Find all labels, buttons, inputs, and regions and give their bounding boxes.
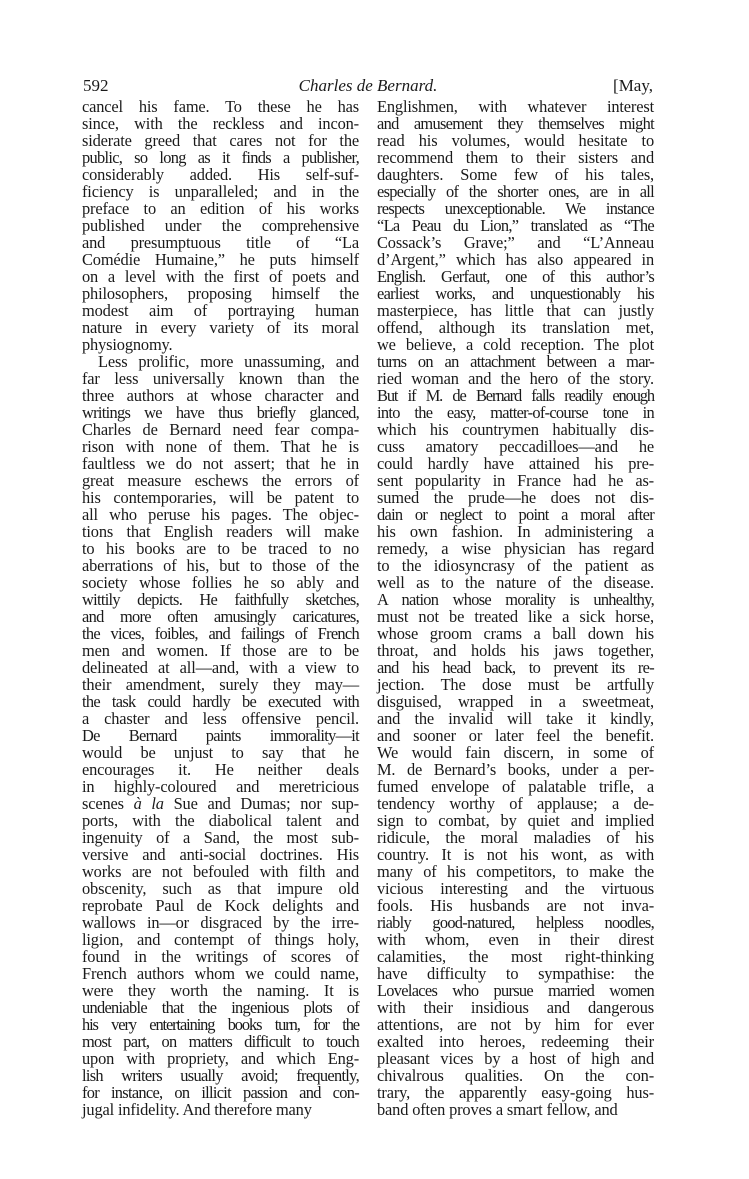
text-line: writings we have thus briefly glanced, <box>82 403 359 422</box>
text-line: have difficulty to sympathise: the <box>377 964 654 983</box>
text-line: vicious interesting and the virtuous <box>377 879 654 898</box>
text-line: their amendment, surely they may— <box>82 675 359 694</box>
text-line: we believe, a cold reception. The plot <box>377 335 654 354</box>
text-line: band often proves a smart fellow, and <box>377 1100 618 1119</box>
text-line: tendency worthy of applause; a de- <box>377 794 654 813</box>
text-line: cancel his fame. To these he has <box>82 97 359 116</box>
text-line: Comédie Humaine,” he puts himself <box>82 250 359 269</box>
text-line: many of his competitors, to make the <box>377 862 654 881</box>
text-line: public, so long as it finds a publisher, <box>82 148 359 167</box>
text-line: ridicule, the moral maladies of his <box>377 828 654 847</box>
text-line: sumed the prude—he does not dis- <box>377 488 654 507</box>
text-line: and presumptuous title of “La <box>82 233 359 252</box>
text-line: sent popularity in France had he as- <box>377 471 654 490</box>
text-line: ingenuity of a Sand, the most sub- <box>82 828 359 847</box>
text-line: for instance, on illicit passion and con- <box>82 1083 359 1102</box>
text-line: Englishmen, with whatever interest <box>377 97 654 116</box>
text-line: M. de Bernard’s books, under a per- <box>377 760 654 779</box>
text-line: riably good-natured, helpless noodles, <box>377 913 654 932</box>
text-line: English. Gerfaut, one of this author’s <box>377 267 654 286</box>
text-line: Lovelaces who pursue married women <box>377 981 654 1000</box>
text-line: scenes à la Sue and Dumas; nor sup- <box>82 794 359 813</box>
text-line: works are not befouled with filth and <box>82 862 359 881</box>
text-line: men and women. If those are to be <box>82 641 359 660</box>
text-line: turns on an attachment between a mar- <box>377 352 654 371</box>
text-line: into the easy, matter-of-course tone in <box>377 403 654 422</box>
text-line: would be unjust to say that he <box>82 743 359 762</box>
text-line: with their insidious and dangerous <box>377 998 654 1017</box>
text-line: jection. The dose must be artfully <box>377 675 654 694</box>
text-line: remedy, a wise physician has regard <box>377 539 654 558</box>
text-line: preface to an edition of his works <box>82 199 359 218</box>
text-line: upon with propriety, and which Eng- <box>82 1049 359 1068</box>
text-line: wallows in—or disgraced by the irre- <box>82 913 359 932</box>
text-line: society whose follies he so ably and <box>82 573 359 592</box>
text-line: Charles de Bernard need fear compa- <box>82 420 359 439</box>
text-line: exalted into heroes, redeeming their <box>377 1032 654 1051</box>
text-line: pleasant vices by a host of high and <box>377 1049 654 1068</box>
text-line: trary, the apparently easy-going hus- <box>377 1083 654 1102</box>
text-line: modest aim of portraying human <box>82 301 359 320</box>
text-line: since, with the reckless and incon- <box>82 114 359 133</box>
text-line: published under the comprehensive <box>82 216 359 235</box>
text-line: rison with none of them. That he is <box>82 437 359 456</box>
text-line: lish writers usually avoid; frequently, <box>82 1066 359 1085</box>
text-line: philosophers, proposing himself the <box>82 284 359 303</box>
text-line: faultless we do not assert; that he in <box>82 454 359 473</box>
text-line: far less universally known than the <box>82 369 359 388</box>
text-line: his own fashion. In administering a <box>377 522 654 541</box>
text-line: a chaster and less offensive pencil. <box>82 709 359 728</box>
text-line: his contemporaries, will be patent to <box>82 488 359 507</box>
text-line: French authors whom we could name, <box>82 964 359 983</box>
page-number: 592 <box>83 76 109 95</box>
text-line: “La Peau du Lion,” translated as “The <box>377 216 654 235</box>
text-line: with whom, even in their direst <box>377 930 654 949</box>
text-line: his very entertaining books turn, for the <box>82 1015 359 1034</box>
text-line: siderate greed that cares not for the <box>82 131 359 150</box>
text-line: throat, and holds his jaws together, <box>377 641 654 660</box>
text-line: all who peruse his pages. The objec- <box>82 505 359 524</box>
text-line: and the invalid will take it kindly, <box>377 709 654 728</box>
text-line: especially of the shorter ones, are in all <box>377 182 654 201</box>
text-line: and amusement they themselves might <box>377 114 654 133</box>
text-line: daughters. Some few of his tales, <box>377 165 654 184</box>
text-line: respects unexceptionable. We instance <box>377 199 654 218</box>
text-line: found in the writings of scores of <box>82 947 359 966</box>
running-head <box>83 74 653 98</box>
text-line: to the idiosyncrasy of the patient as <box>377 556 654 575</box>
text-line: undeniable that the ingenious plots of <box>82 998 359 1017</box>
text-line: nature in every variety of its moral <box>82 318 359 337</box>
text-column-right <box>377 98 654 1118</box>
text-line: three authors at whose character and <box>82 386 359 405</box>
text-line: tions that English readers will make <box>82 522 359 541</box>
text-line: ficiency is unparalleled; and in the <box>82 182 359 201</box>
text-line: the vices, foibles, and failings of French <box>82 624 359 643</box>
text-line: A nation whose morality is unhealthy, <box>377 590 654 609</box>
text-line: fools. His husbands are not inva- <box>377 896 654 915</box>
text-line: De Bernard paints immorality—it <box>82 726 359 745</box>
text-line: well as to the nature of the disease. <box>377 573 654 592</box>
text-line: We would fain discern, in some of <box>377 743 654 762</box>
text-line: But if M. de Bernard falls readily enough <box>377 386 654 405</box>
text-line: and more often amusingly caricatures, <box>82 607 359 626</box>
text-column-left <box>82 98 359 1118</box>
text-line: could hardly have attained his pre- <box>377 454 654 473</box>
text-line: cuss amatory peccadilloes—and he <box>377 437 654 456</box>
text-line: delineated at all—and, with a view to <box>82 658 359 677</box>
text-line: great measure eschews the errors of <box>82 471 359 490</box>
text-line: to his books are to be traced to no <box>82 539 359 558</box>
text-line: Less prolific, more unassuming, and <box>98 352 359 371</box>
text-line: wittily depicts. He faithfully sketches, <box>82 590 359 609</box>
text-line: aberrations of his, but to those of the <box>82 556 359 575</box>
text-line: on a level with the first of poets and <box>82 267 359 286</box>
text-line: whose groom crams a ball down his <box>377 624 654 643</box>
text-line: physiognomy. <box>82 335 173 354</box>
text-line: ried woman and the hero of the story. <box>377 369 654 388</box>
text-line: considerably added. His self-suf- <box>82 165 359 184</box>
text-line: d’Argent,” which has also appeared in <box>377 250 654 269</box>
text-line: sign to combat, by quiet and implied <box>377 811 654 830</box>
text-line: which his countrymen habitually dis- <box>377 420 654 439</box>
text-line: read his volumes, would hesitate to <box>377 131 654 150</box>
text-line: recommend them to their sisters and <box>377 148 654 167</box>
text-line: jugal infidelity. And therefore many <box>82 1100 312 1119</box>
text-line: attentions, are not by him for ever <box>377 1015 654 1034</box>
text-line: earliest works, and unquestionably his <box>377 284 654 303</box>
text-line: chivalrous qualities. On the con- <box>377 1066 654 1085</box>
text-line: encourages it. He neither deals <box>82 760 359 779</box>
text-line: ligion, and contempt of things holy, <box>82 930 359 949</box>
text-line: and sooner or later feel the benefit. <box>377 726 654 745</box>
text-line: country. It is not his wont, as with <box>377 845 654 864</box>
text-line: obscenity, such as that impure old <box>82 879 359 898</box>
text-line: most part, on matters difficult to touch <box>82 1032 359 1051</box>
text-line: calamities, the most right-thinking <box>377 947 654 966</box>
text-line: offend, although its translation met, <box>377 318 654 337</box>
running-title: Charles de Bernard. <box>298 76 438 95</box>
text-line: Cossack’s Grave;” and “L’Anneau <box>377 233 654 252</box>
text-line: fumed envelope of palatable trifle, a <box>377 777 654 796</box>
issue-month: [May, <box>613 76 653 95</box>
text-line: were they worth the naming. It is <box>82 981 359 1000</box>
text-line: ports, with the diabolical talent and <box>82 811 359 830</box>
text-line: masterpiece, has little that can justly <box>377 301 654 320</box>
text-line: dain or neglect to point a moral after <box>377 505 654 524</box>
text-line: reprobate Paul de Kock delights and <box>82 896 359 915</box>
text-line: versive and anti-social doctrines. His <box>82 845 359 864</box>
text-line: the task could hardly be executed with <box>82 692 359 711</box>
text-line: must not be treated like a sick horse, <box>377 607 654 626</box>
text-line: in highly-coloured and meretricious <box>82 777 359 796</box>
text-line: disguised, wrapped in a sweetmeat, <box>377 692 654 711</box>
text-line: and his head back, to prevent its re- <box>377 658 654 677</box>
